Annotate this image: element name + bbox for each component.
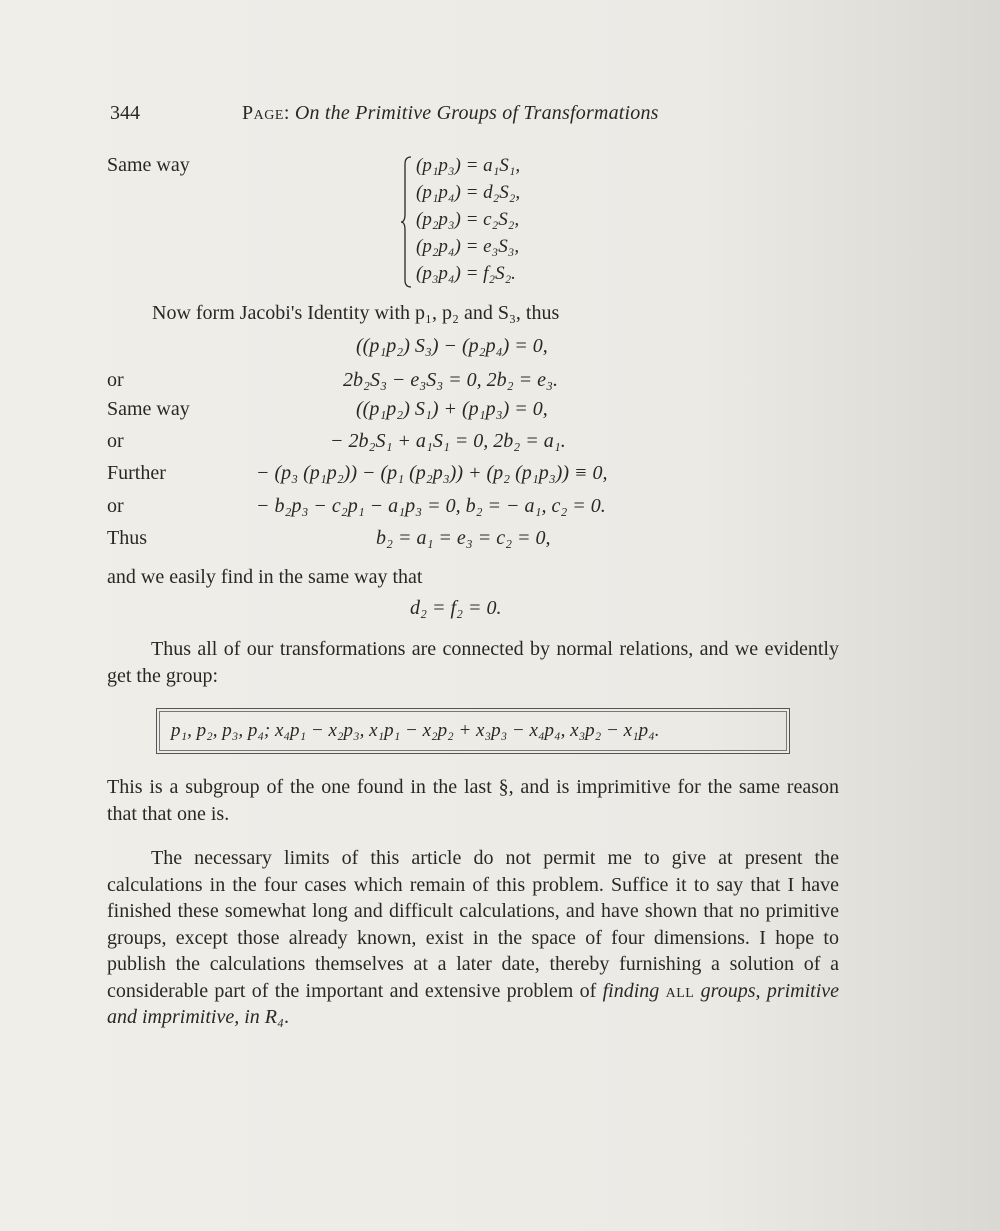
running-header xyxy=(242,102,659,125)
emphasis-finding: finding xyxy=(602,979,660,1002)
emphasis-all: all xyxy=(665,979,695,1002)
equation-1: ((p₁p₂) S₃) − (p₂p₄) = 0, xyxy=(356,335,548,357)
label-or-3: or xyxy=(107,495,124,517)
label-same-way-2: Same way xyxy=(107,398,190,420)
system-row: (p₁p₄) = d₂S₂, xyxy=(416,182,521,203)
paragraph-thus-all: Thus all of our transformations are connected by normal relations, and we evidently get the group: xyxy=(107,638,839,687)
running-header-colon: : xyxy=(283,102,295,124)
easily-sentence: and we easily find in the same way that xyxy=(107,566,423,588)
emphasis-groups: groups, primitive and imprimitive, in R₄ xyxy=(107,979,840,1028)
equation-4: − 2b₂S₁ + a₁S₁ = 0, 2b₂ = a₁. xyxy=(330,430,566,452)
equation-8: d₂ = f₂ = 0. xyxy=(410,597,502,619)
label-or-1: or xyxy=(107,369,124,391)
page-number: 344 xyxy=(110,102,140,124)
label-or-2: or xyxy=(107,430,124,452)
running-header-author: Page xyxy=(242,102,284,124)
paragraph-subgroup: This is a subgroup of the one found in the last §, and is imprimitive for the same reason that that one is. xyxy=(107,776,839,825)
system-row: (p₁p₃) = a₁S₁, xyxy=(416,155,521,176)
label-thus: Thus xyxy=(107,527,147,549)
paragraph-necessary-text: The necessary limits of this article do not permit me to give at present the calculations in the four cases which remain of this problem. Suffice it to say that I have finished these somewhat long and difficult calculations, and have shown that no primitive groups, except those already known, exist in the space of four dimensions. I hope to publish the calculations themselves at a later date, thereby furnishing a solution of a considerable part of the important and extensive problem of xyxy=(107,847,839,1002)
group-formula: p₁, p₂, p₃, p₄; x₄p₁ − x₂p₃, x₁p₁ − x₂p₂ + x₃p₃ − x₄p₄, x₃p₂ − x₁p₄. xyxy=(171,720,660,741)
equation-5: − (p₃ (p₁p₂)) − (p₁ (p₂p₃)) + (p₂ (p₁p₃)) ≡ 0, xyxy=(256,462,608,484)
label-further: Further xyxy=(107,462,166,484)
group-box xyxy=(156,708,790,754)
system-row: (p₃p₄) = f₂S₂. xyxy=(416,263,516,284)
paragraph-period: . xyxy=(283,1006,289,1028)
label-same-way-1: Same way xyxy=(107,154,190,176)
equation-3: ((p₁p₂) S₁) + (p₁p₃) = 0, xyxy=(356,398,548,420)
equation-6: − b₂p₃ − c₂p₁ − a₁p₃ = 0, b₂ = − a₁, c₂ = 0. xyxy=(256,495,606,517)
equation-7: b₂ = a₁ = e₃ = c₂ = 0, xyxy=(376,527,551,549)
running-header-title: On the Primitive Groups of Transformations xyxy=(294,102,659,124)
left-brace-icon xyxy=(400,156,412,288)
paragraph-necessary xyxy=(107,845,839,1031)
system-row: (p₂p₃) = c₂S₂, xyxy=(416,209,520,230)
equation-2: 2b₂S₃ − e₃S₃ = 0, 2b₂ = e₃. xyxy=(343,369,558,391)
equation-system xyxy=(400,152,580,292)
jacobi-sentence: Now form Jacobi's Identity with p₁, p₂ and S₃, thus xyxy=(152,302,560,324)
system-row: (p₂p₄) = e₃S₃, xyxy=(416,236,520,257)
